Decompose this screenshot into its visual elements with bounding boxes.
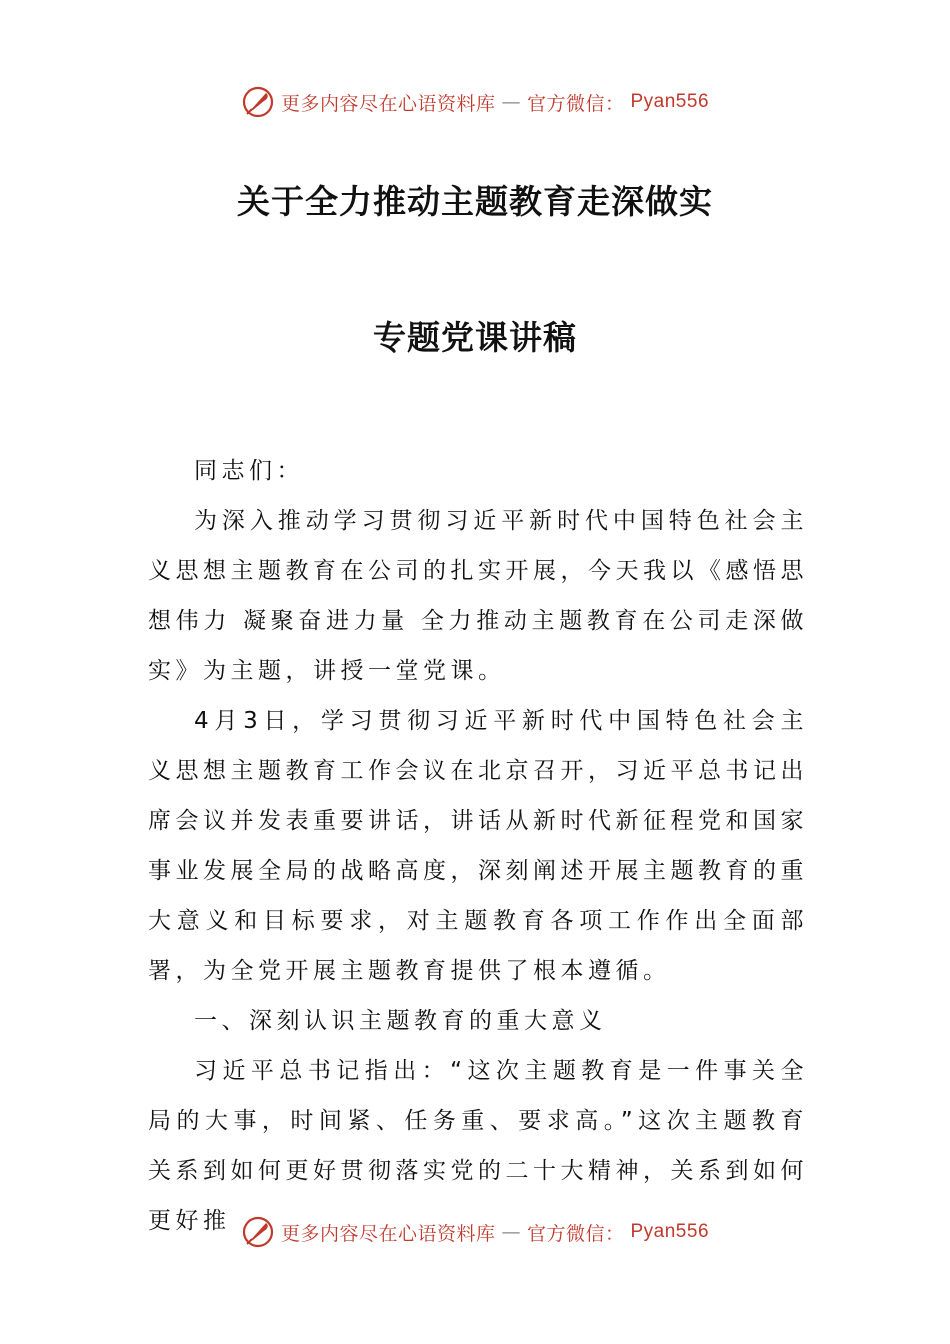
document-title-line1: 关于全力推动主题教育走深做实 — [237, 182, 713, 221]
watermark-label: 官方微信： — [526, 1222, 625, 1245]
watermark-separator: — — [501, 1221, 521, 1243]
watermark-text: 更多内容尽在心语资料库 — [280, 92, 496, 115]
paragraph-greeting: 同志们： — [194, 458, 304, 484]
section-heading-1: 一、深刻认识主题教育的重大意义 — [194, 1008, 607, 1034]
watermark-separator: — — [501, 91, 521, 113]
watermark-text: 更多内容尽在心语资料库 — [280, 1222, 496, 1245]
quill-pen-logo-icon — [241, 1215, 275, 1249]
paragraph-intro: 为深入推动学习贯彻习近平新时代中国特色社会主义思想主题教育在公司的扎实开展，今天我以《感悟思想伟力 凝聚奋进力量 全力推动主题教育在公司走深做实》为主题，讲授一堂党课。 — [148, 508, 808, 684]
watermark-wechat-id: Pyan556 — [630, 1221, 710, 1242]
header-watermark — [0, 82, 950, 122]
paragraph-quote: 习近平总书记指出：“这次主题教育是一件事关全局的大事，时间紧、任务重、要求高。”这次主题教育关系到如何更好贯彻落实党的二十大精神，关系到如何更好推 — [148, 1058, 808, 1234]
watermark-label: 官方微信： — [526, 92, 625, 115]
watermark-wechat-id: Pyan556 — [630, 91, 710, 112]
document-body — [148, 446, 808, 1246]
paragraph-meeting: 4月3日，学习贯彻习近平新时代中国特色社会主义思想主题教育工作会议在北京召开，习近平总书记出席会议并发表重要讲话，讲话从新时代新征程党和国家事业发展全局的战略高度，深刻阐述开展主题教育的重大意义和目标要求，对主题教育各项工作作出全面部署，为全党开展主题教育提供了根本遵循。 — [148, 708, 808, 984]
document-title-line2: 专题党课讲稿 — [373, 318, 577, 357]
footer-watermark — [0, 1212, 950, 1252]
quill-pen-logo-icon — [241, 85, 275, 119]
